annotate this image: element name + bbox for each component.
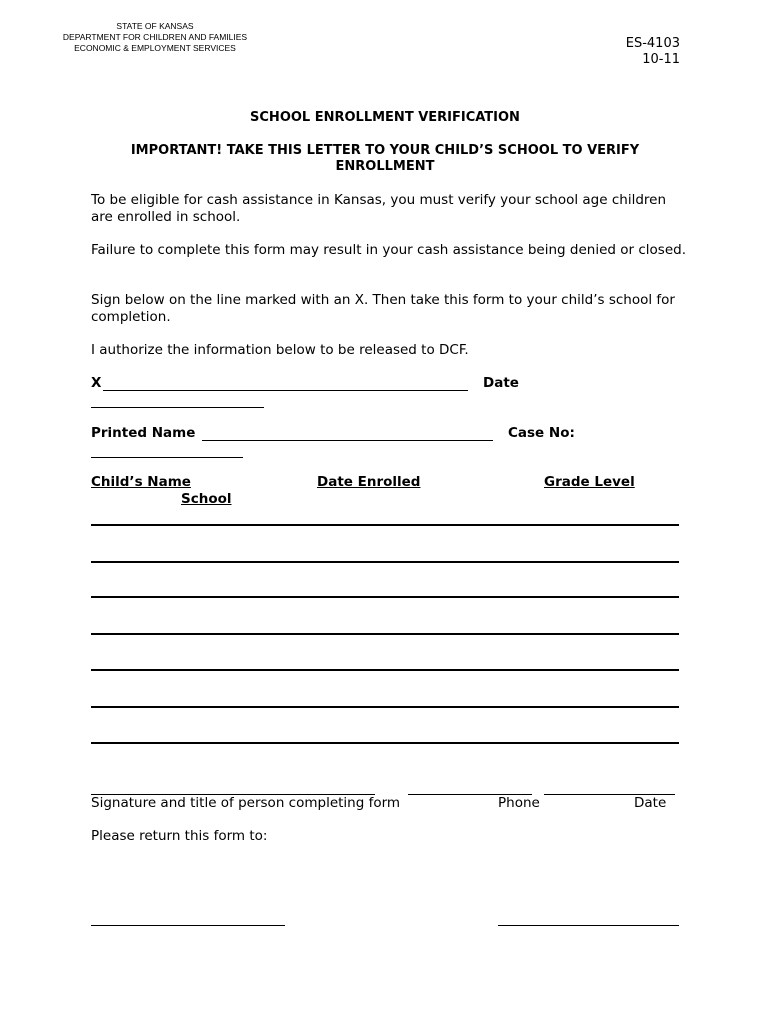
grade-level-header: Grade Level	[544, 474, 635, 490]
enrollment-entry-line-4[interactable]	[91, 633, 679, 635]
important-line-2: ENROLLMENT	[335, 159, 435, 174]
authorization-paragraph: I authorize the information below to be released to DCF.	[91, 342, 469, 358]
enrollment-entry-line-5[interactable]	[91, 669, 679, 671]
document-title: SCHOOL ENROLLMENT VERIFICATION	[250, 110, 520, 125]
failure-paragraph: Failure to complete this form may result in your cash assistance being denied or closed.	[91, 242, 686, 258]
form-id-block	[626, 36, 680, 68]
enrollment-entry-line-2[interactable]	[91, 561, 679, 563]
official-signature-label: Signature and title of person completing form	[91, 795, 401, 811]
enrollment-entry-line-3[interactable]	[91, 596, 679, 598]
case-number-line[interactable]	[91, 457, 243, 458]
return-address-label: Please return this form to:	[91, 828, 268, 844]
form-revision: 10-11	[642, 52, 680, 67]
agency-division: ECONOMIC & EMPLOYMENT SERVICES	[74, 43, 236, 53]
printed-name-label: Printed Name	[91, 425, 196, 441]
enrollment-entry-line-6[interactable]	[91, 706, 679, 708]
enrollment-entry-line-1[interactable]	[91, 524, 679, 526]
form-number: ES-4103	[625, 36, 680, 51]
client-signature-line[interactable]	[103, 390, 468, 391]
instructions-paragraph: Sign below on the line marked with an X. Then take this form to your child’s school for completion.	[91, 292, 675, 325]
school-header: School	[181, 491, 232, 507]
important-line-1: IMPORTANT! TAKE THIS LETTER TO YOUR CHILD’S SCHOOL TO VERIFY	[130, 143, 640, 158]
signature-date-label: Date	[483, 375, 519, 391]
official-date-label: Date	[634, 795, 667, 811]
date-enrolled-header: Date Enrolled	[317, 474, 421, 490]
case-number-label: Case No:	[508, 425, 575, 441]
eligibility-paragraph: To be eligible for cash assistance in Kansas, you must verify your school age children are enrolled in school.	[91, 192, 667, 225]
return-address-line-right[interactable]	[498, 925, 679, 926]
printed-name-line[interactable]	[202, 440, 493, 441]
agency-department: DEPARTMENT FOR CHILDREN AND FAMILIES	[62, 32, 248, 42]
childs-name-header: Child’s Name	[91, 474, 191, 490]
agency-block	[40, 21, 270, 54]
return-address-line-left[interactable]	[91, 925, 285, 926]
signature-date-line[interactable]	[91, 407, 264, 408]
enrollment-entry-line-7[interactable]	[91, 742, 679, 744]
important-notice	[100, 143, 670, 175]
agency-state: STATE OF KANSAS	[116, 21, 194, 31]
official-phone-label: Phone	[498, 795, 540, 811]
signature-x-mark: X	[91, 375, 102, 391]
